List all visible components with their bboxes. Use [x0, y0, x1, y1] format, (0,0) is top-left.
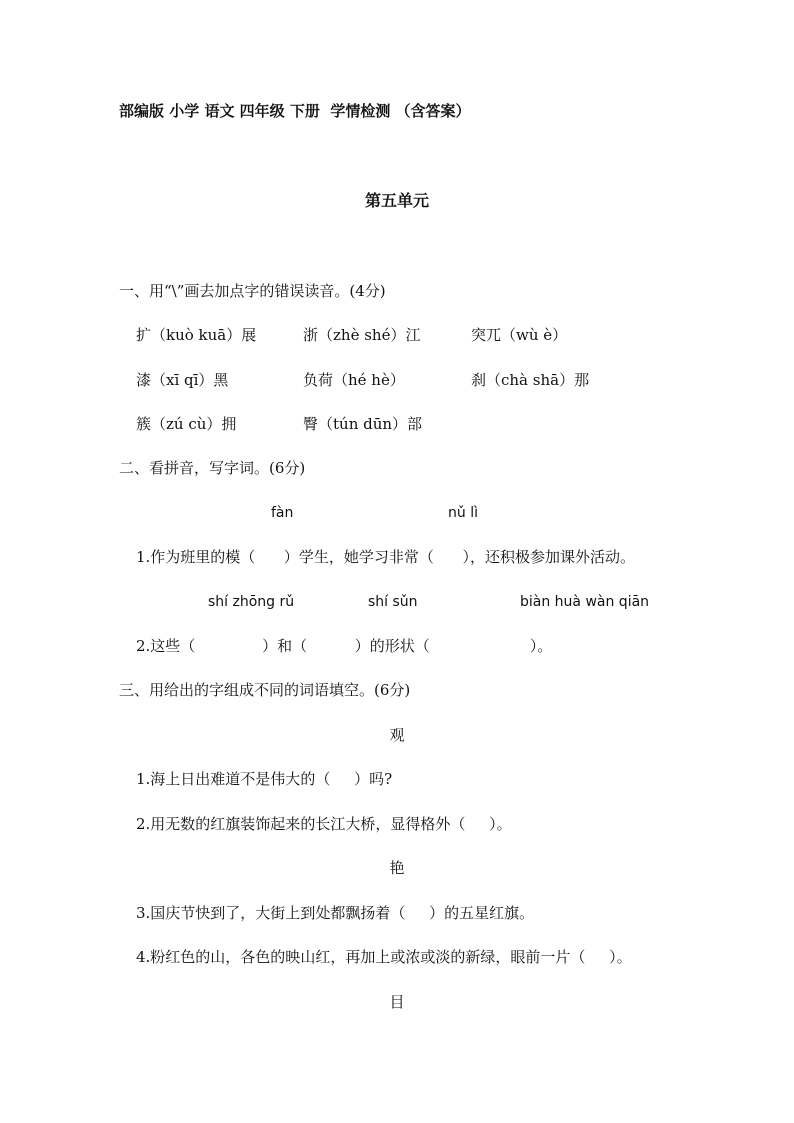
- section1-item: 浙（zhè shé）江: [303, 326, 421, 344]
- section3-question-3: 3.国庆节快到了，大街上到处都飘扬着（ ）的五星红旗。: [136, 904, 535, 922]
- section1-item: 负荷（hé hè）: [303, 371, 405, 389]
- pinyin-hint: biàn huà wàn qiān: [520, 594, 650, 610]
- section1-heading: 一、用“\”画去加点字的错误读音。(4分): [119, 282, 386, 300]
- section2-question-1: 1.作为班里的模（ ）学生，她学习非常（ ），还积极参加课外活动。: [136, 548, 636, 566]
- pinyin-hint: shí sǔn: [368, 594, 418, 610]
- section1-item: 臀（tún dūn）部: [303, 415, 423, 433]
- section1-item: 刹（chà shā）那: [471, 371, 590, 389]
- section1-item: 突兀（wù è）: [471, 326, 568, 344]
- section1-item: 扩（kuò kuā）展: [136, 326, 257, 344]
- pinyin-hint: shí zhōng rǔ: [208, 594, 295, 610]
- section1-item: 簇（zú cù）拥: [136, 415, 237, 433]
- given-character: 观: [389, 726, 405, 744]
- document-header: 部编版 小学 语文 四年级 下册 学情检测 （含答案）: [119, 102, 471, 120]
- section2-question-2: 2.这些（ ）和（ ）的形状（ ）。: [136, 637, 553, 655]
- given-character: 目: [389, 993, 405, 1011]
- pinyin-hint: fàn: [271, 505, 294, 521]
- section1-item: 漆（xī qī）黑: [136, 371, 229, 389]
- section3-question-2: 2.用无数的红旗装饰起来的长江大桥，显得格外（ ）。: [136, 815, 512, 833]
- section3-question-1: 1.海上日出难道不是伟大的（ ）吗?: [136, 770, 393, 788]
- given-character: 艳: [389, 859, 405, 877]
- pinyin-hint: nǔ lì: [448, 505, 478, 521]
- section2-heading: 二、看拼音，写字词。(6分): [119, 459, 306, 477]
- section3-question-4: 4.粉红色的山，各色的映山红，再加上或浓或淡的新绿，眼前一片（ ）。: [136, 948, 632, 966]
- section3-heading: 三、用给出的字组成不同的词语填空。(6分): [119, 681, 411, 699]
- unit-title: 第五单元: [364, 191, 429, 210]
